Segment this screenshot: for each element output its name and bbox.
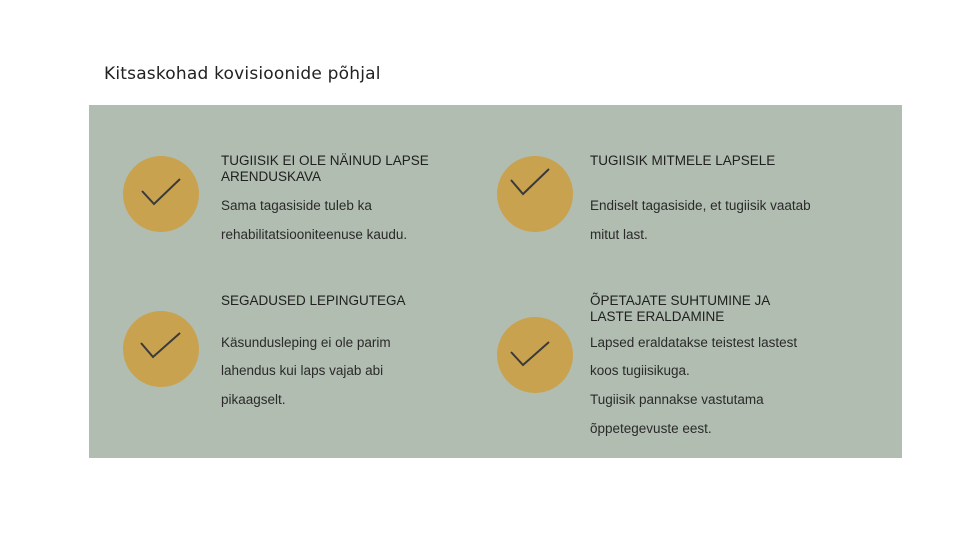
item-text: Endiselt tagasiside, et tugiisik vaatab (590, 198, 811, 213)
item-heading: TUGIISIK MITMELE LAPSELE (590, 153, 776, 168)
item-text: õppetegevuste eest. (590, 421, 712, 436)
item-text: pikaagselt. (221, 392, 286, 407)
item-text: mitut last. (590, 227, 648, 242)
item-text: Tugiisik pannakse vastutama (590, 392, 764, 407)
checkmark-icon (497, 156, 573, 232)
checkmark-icon (123, 311, 199, 387)
item-heading: SEGADUSED LEPINGUTEGA (221, 293, 406, 308)
checkmark-icon (497, 317, 573, 393)
item-heading: ÕPETAJATE SUHTUMINE JA LASTE ERALDAMINE (590, 293, 771, 324)
item-text: rehabilitatsiooniteenuse kaudu. (221, 227, 408, 242)
item-heading: TUGIISIK EI OLE NÄINUD LAPSE ARENDUSKAVA (221, 153, 429, 184)
item-text: Lapsed eraldatakse teistest lastest (590, 335, 798, 350)
checkmark-icon (123, 156, 199, 232)
item-text: Käsundusleping ei ole parim (221, 335, 391, 350)
item-text: lahendus kui laps vajab abi (221, 363, 384, 378)
page-title: Kitsaskohad kovisioonide põhjal (104, 64, 381, 84)
item-text: Sama tagasiside tuleb ka (221, 198, 372, 213)
item-text: koos tugiisikuga. (590, 363, 690, 378)
